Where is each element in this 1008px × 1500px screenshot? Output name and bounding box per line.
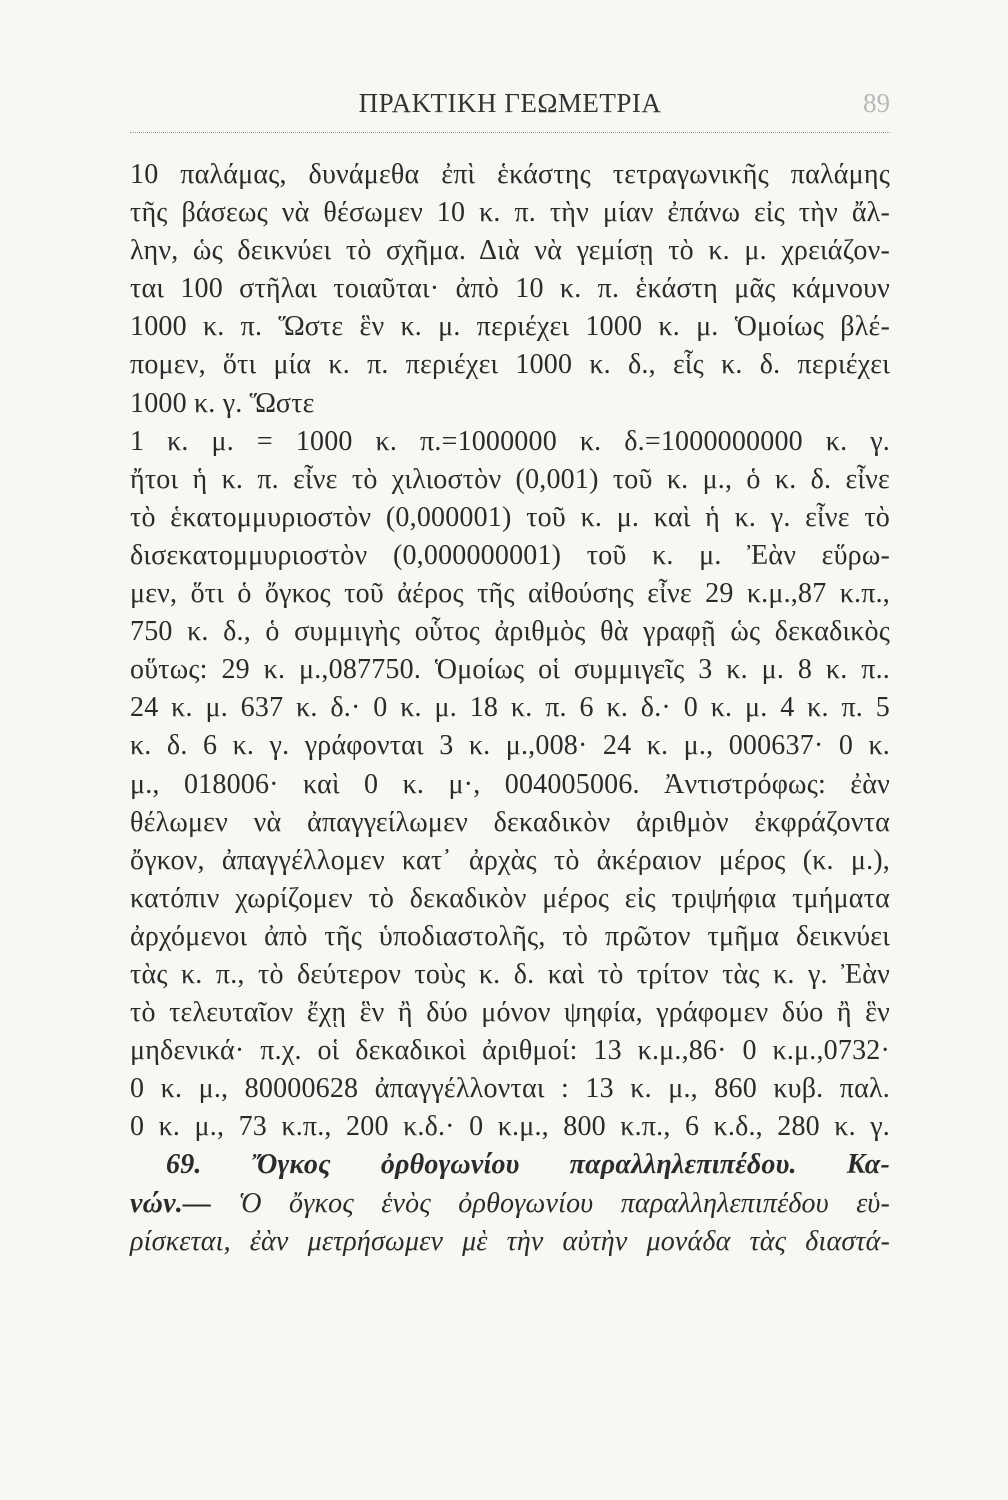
text-line: ὄγκον, ἀπαγγέλλομεν κατ᾽ ἀρχὰς τὸ ἀκέραιον μέρος (κ. μ.), — [130, 844, 890, 876]
text-line: μηδενικά· π.χ. οἱ δεκαδικοὶ ἀριθμοί: 13 κ.μ.,86· 0 κ.μ.,0732· — [130, 1035, 890, 1067]
text-line: θέλωμεν νὰ ἀπαγγείλωμεν δεκαδικὸν ἀριθμὸν ἐκφράζοντα — [130, 806, 890, 838]
text-line: 1000 κ. γ. Ὥστε — [130, 387, 315, 419]
equation-line: 1 κ. μ. = 1000 κ. π.=1000000 κ. δ.=1000000000 κ. γ. — [130, 425, 890, 457]
text-line: τὰς κ. π., τὸ δεύτερον τοὺς κ. δ. καὶ τὸ τρίτον τὰς κ. γ. Ἐὰν — [130, 958, 890, 990]
section-text-line — [130, 1223, 890, 1261]
section-title-end: νών.— — [130, 1187, 212, 1219]
section-heading-line — [130, 1146, 890, 1184]
header-rule — [130, 132, 890, 133]
text-line: μεν, ὅτι ὁ ὄγκος τοῦ ἀέρος τῆς αἰθούσης εἶνε 29 κ.μ.,87 κ.π., — [130, 578, 890, 610]
text-line: 10 παλάμας, δυνάμεθα ἐπὶ ἑκάστης τετραγωνικῆς παλάμης — [130, 159, 890, 190]
text-line: ἀρχόμενοι ἀπὸ τῆς ὑποδιαστολῆς, τὸ πρῶτον τμῆμα δεικνύει — [130, 920, 890, 952]
text-line: λην, ὡς δεικνύει τὸ σχῆμα. Διὰ νὰ γεμίσῃ τὸ κ. μ. χρειάζον- — [130, 235, 890, 267]
rule-text: Ὁ ὄγκος ἑνὸς ὀρθογωνίου παραλληλεπιπέδου εὑ- — [238, 1187, 890, 1219]
text-line: τῆς βάσεως νὰ θέσωμεν 10 κ. π. τὴν μίαν ἐπάνω εἰς τὴν ἄλ- — [130, 197, 890, 229]
text-line: 0 κ. μ., 73 κ.π., 200 κ.δ.· 0 κ.μ., 800 κ.π., 6 κ.δ., 280 κ. γ. — [130, 1111, 890, 1143]
text-line: μ., 018006· καὶ 0 κ. μ·, 004005006. Ἀντιστρόφως: ἐὰν — [130, 768, 890, 800]
rule-text: ρίσκεται, ἐὰν μετρήσωμεν μὲ τὴν αὐτὴν μονάδα τὰς διαστά- — [130, 1225, 890, 1257]
text-line: τὸ ἑκατομμυριοστὸν (0,000001) τοῦ κ. μ. καὶ ἡ κ. γ. εἶνε τὸ — [130, 501, 890, 533]
text-line: οὕτως: 29 κ. μ.,087750. Ὁμοίως οἱ συμμιγεῖς 3 κ. μ. 8 κ. π.. — [130, 654, 890, 686]
section-text-line — [130, 1185, 890, 1223]
running-head — [130, 88, 890, 128]
text-line: δισεκατομμυριοστὸν (0,000000001) τοῦ κ. μ. Ἐὰν εὕρω- — [130, 539, 890, 571]
text-line: κατόπιν χωρίζομεν τὸ δεκαδικὸν μέρος εἰς τριψήφια τμήματα — [130, 882, 890, 914]
text-line: κ. δ. 6 κ. γ. γράφονται 3 κ. μ.,008· 24 κ. μ., 000637· 0 κ. — [130, 730, 890, 762]
running-title: ΠΡΑΚΤΙΚΗ ΓΕΩΜΕΤΡΙΑ — [358, 88, 662, 118]
text-line: 24 κ. μ. 637 κ. δ.· 0 κ. μ. 18 κ. π. 6 κ. δ.· 0 κ. μ. 4 κ. π. 5 — [130, 692, 890, 724]
text-line: 0 κ. μ., 80000628 ἀπαγγέλλονται : 13 κ. μ., 860 κυβ. παλ. — [130, 1073, 890, 1105]
page-number: 89 — [863, 88, 890, 118]
text-line: πομεν, ὅτι μία κ. π. περιέχει 1000 κ. δ., εἷς κ. δ. περιέχει — [130, 349, 890, 381]
section-title: Ὄγκος ὀρθογωνίου παραλληλεπιπέδου. Κα- — [251, 1149, 891, 1181]
text-line: τὸ τελευταῖον ἔχῃ ἓν ἢ δύο μόνον ψηφία, γράφομεν δύο ἢ ἓν — [130, 997, 890, 1029]
text-line: ἤτοι ἡ κ. π. εἶνε τὸ χιλιοστὸν (0,001) τοῦ κ. μ., ὁ κ. δ. εἶνε — [130, 463, 890, 495]
body-text — [130, 156, 890, 1261]
text-line: ται 100 στῆλαι τοιαῦται· ἀπὸ 10 κ. π. ἑκάστη μᾶς κάμνουν — [130, 273, 890, 305]
text-line: 750 κ. δ., ὁ συμμιγὴς οὗτος ἀριθμὸς θὰ γραφῇ ὡς δεκαδικὸς — [130, 616, 890, 648]
text-line: 1000 κ. π. Ὥστε ἓν κ. μ. περιέχει 1000 κ. μ. Ὁμοίως βλέ- — [130, 311, 890, 343]
section-number: 69. — [166, 1149, 202, 1181]
